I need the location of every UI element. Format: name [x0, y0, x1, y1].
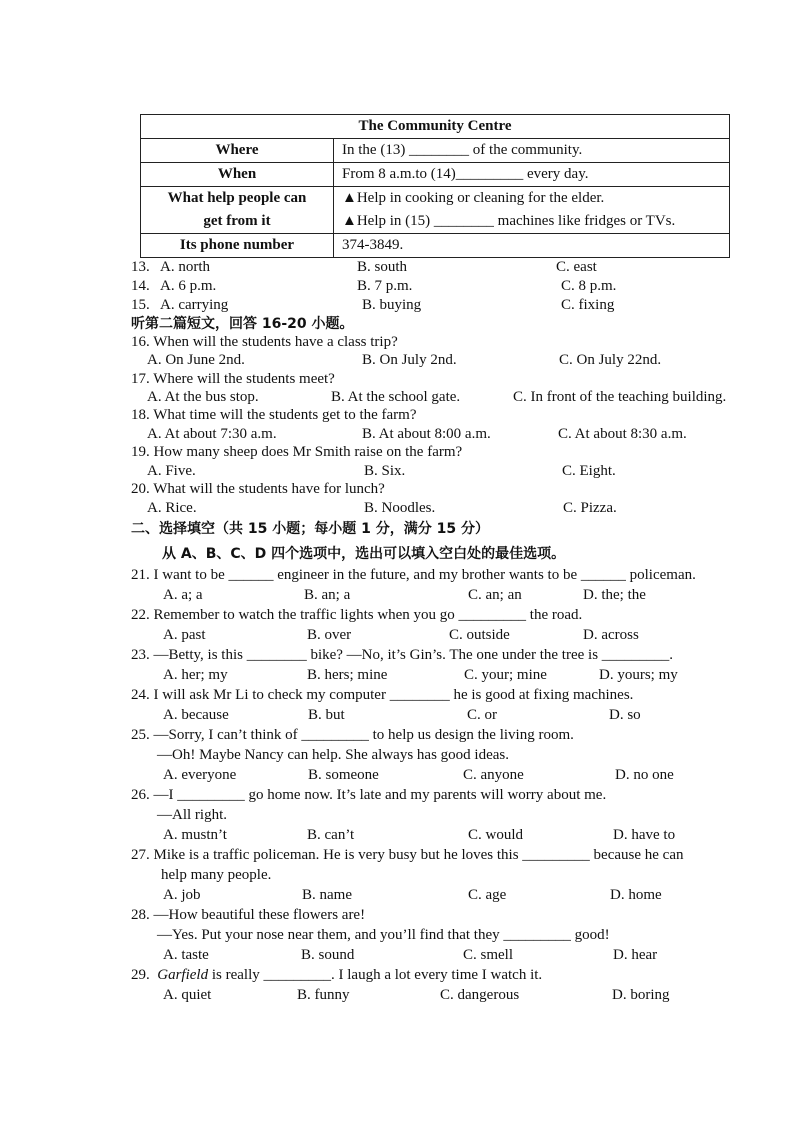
option-b: B. At about 8:00 a.m.: [362, 426, 491, 442]
option-a: A. mustn’t: [163, 827, 227, 843]
question-number: 14.: [131, 278, 150, 294]
question-text: 18. What time will the students get to the farm?: [131, 407, 417, 423]
question-text: 28. —How beautiful these flowers are!: [131, 907, 366, 923]
section-heading: 听第二篇短文，回答 16-20 小题。: [131, 316, 354, 332]
option-b: B. over: [307, 627, 352, 643]
option-c: C. Pizza.: [563, 500, 617, 516]
section-title: 二、选择填空（共 15 小题；每小题 1 分，满分 15 分）: [131, 521, 489, 537]
community-centre-table: [140, 114, 730, 258]
question-text: 25. —Sorry, I can’t think of _________ to help us design the living room.: [131, 727, 574, 743]
option-c: C. outside: [449, 627, 510, 643]
question-text-line2: help many people.: [161, 867, 272, 883]
option-d: D. home: [610, 887, 662, 903]
option-c: C. Eight.: [562, 463, 616, 479]
option-a: A. On June 2nd.: [147, 352, 245, 368]
row-label: What help people can get from it: [141, 187, 334, 234]
option-b: B. Noodles.: [364, 500, 436, 516]
option-b: B. sound: [301, 947, 355, 963]
option-a: A. At the bus stop.: [147, 389, 259, 405]
question-text: 22. Remember to watch the traffic lights when you go _________ the road.: [131, 607, 583, 623]
option-c: C. or: [467, 707, 497, 723]
question-text: 17. Where will the students meet?: [131, 371, 335, 387]
option-c: C. fixing: [561, 297, 615, 313]
option-b: B. name: [302, 887, 352, 903]
section-instructions: 从 A、B、C、D 四个选项中，选出可以填入空白处的最佳选项。: [162, 546, 566, 562]
row-label: Where: [141, 139, 334, 163]
option-c: C. smell: [463, 947, 514, 963]
option-b: B. but: [308, 707, 345, 723]
table-row: [141, 139, 730, 163]
option-a: A. her; my: [163, 667, 228, 683]
question-text-line2: —All right.: [157, 807, 227, 823]
question-number: 15.: [131, 297, 150, 313]
option-a: A. At about 7:30 a.m.: [147, 426, 277, 442]
option-c: C. anyone: [463, 767, 524, 783]
option-a: A. everyone: [163, 767, 237, 783]
option-b: B. buying: [362, 297, 422, 313]
table-row: [141, 163, 730, 187]
option-d: D. yours; my: [599, 667, 678, 683]
row-value: From 8 a.m.to (14)_________ every day.: [334, 163, 730, 187]
option-d: D. so: [609, 707, 641, 723]
option-c: C. At about 8:30 a.m.: [558, 426, 687, 442]
question-text: 26. —I _________ go home now. It’s late and my parents will worry about me.: [131, 787, 607, 803]
option-d: D. boring: [612, 987, 670, 1003]
option-a: A. quiet: [163, 987, 212, 1003]
option-d: D. have to: [613, 827, 676, 843]
row-label: When: [141, 163, 334, 187]
question-text: 29. Garfield is really _________. I laugh a lot every time I watch it.: [131, 967, 543, 983]
option-c: C. would: [468, 827, 524, 843]
option-a: A. taste: [163, 947, 209, 963]
option-a: A. 6 p.m.: [160, 278, 217, 294]
option-d: D. hear: [613, 947, 658, 963]
option-a: A. past: [163, 627, 206, 643]
table-title: The Community Centre: [141, 115, 730, 139]
table-row: [141, 187, 730, 234]
question-number: 13.: [131, 259, 150, 275]
table-row: [141, 234, 730, 258]
option-c: C. east: [556, 259, 597, 275]
row-label: Its phone number: [141, 234, 334, 258]
option-c: C. an; an: [468, 587, 522, 603]
option-b: B. Six.: [364, 463, 406, 479]
option-c: C. dangerous: [440, 987, 520, 1003]
option-a: A. job: [163, 887, 201, 903]
question-text: 21. I want to be ______ engineer in the future, and my brother wants to be ______ policeman.: [131, 567, 696, 583]
option-b: B. someone: [308, 767, 379, 783]
question-text: 20. What will the students have for lunch?: [131, 481, 385, 497]
option-b: B. On July 2nd.: [362, 352, 457, 368]
question-text-line2: —Yes. Put your nose near them, and you’ll find that they _________ good!: [157, 927, 610, 943]
option-d: D. the; the: [583, 587, 646, 603]
option-b: B. 7 p.m.: [357, 278, 413, 294]
option-a: A. because: [163, 707, 229, 723]
option-d: D. no one: [615, 767, 674, 783]
option-c: C. age: [468, 887, 507, 903]
question-text-line2: —Oh! Maybe Nancy can help. She always has good ideas.: [157, 747, 509, 763]
question-text: 19. How many sheep does Mr Smith raise on the farm?: [131, 444, 463, 460]
option-b: B. At the school gate.: [331, 389, 461, 405]
option-a: A. Rice.: [147, 500, 197, 516]
option-b: B. hers; mine: [307, 667, 388, 683]
option-c: C. 8 p.m.: [561, 278, 617, 294]
option-b: B. funny: [297, 987, 350, 1003]
option-c: C. your; mine: [464, 667, 547, 683]
row-value: 374-3849.: [334, 234, 730, 258]
option-a: A. Five.: [147, 463, 196, 479]
question-text: 16. When will the students have a class trip?: [131, 334, 398, 350]
option-d: D. across: [583, 627, 639, 643]
option-a: A. north: [160, 259, 210, 275]
row-value: In the (13) ________ of the community.: [334, 139, 730, 163]
option-b: B. south: [357, 259, 408, 275]
option-b: B. an; a: [304, 587, 351, 603]
question-text: 27. Mike is a traffic policeman. He is very busy but he loves this _________ because he can: [131, 847, 684, 863]
option-b: B. can’t: [307, 827, 355, 843]
question-text: 24. I will ask Mr Li to check my computer ________ he is good at fixing machines.: [131, 687, 634, 703]
book-title: Garfield: [157, 967, 209, 983]
question-text: 23. —Betty, is this ________ bike? —No, it’s Gin’s. The one under the tree is _________.: [131, 647, 674, 663]
option-a: A. a; a: [163, 587, 203, 603]
option-c: C. In front of the teaching building.: [513, 389, 727, 405]
option-a: A. carrying: [160, 297, 229, 313]
option-c: C. On July 22nd.: [559, 352, 662, 368]
row-value: ▲Help in cooking or cleaning for the elder. ▲Help in (15) ________ machines like fridges or TVs.: [334, 187, 730, 234]
